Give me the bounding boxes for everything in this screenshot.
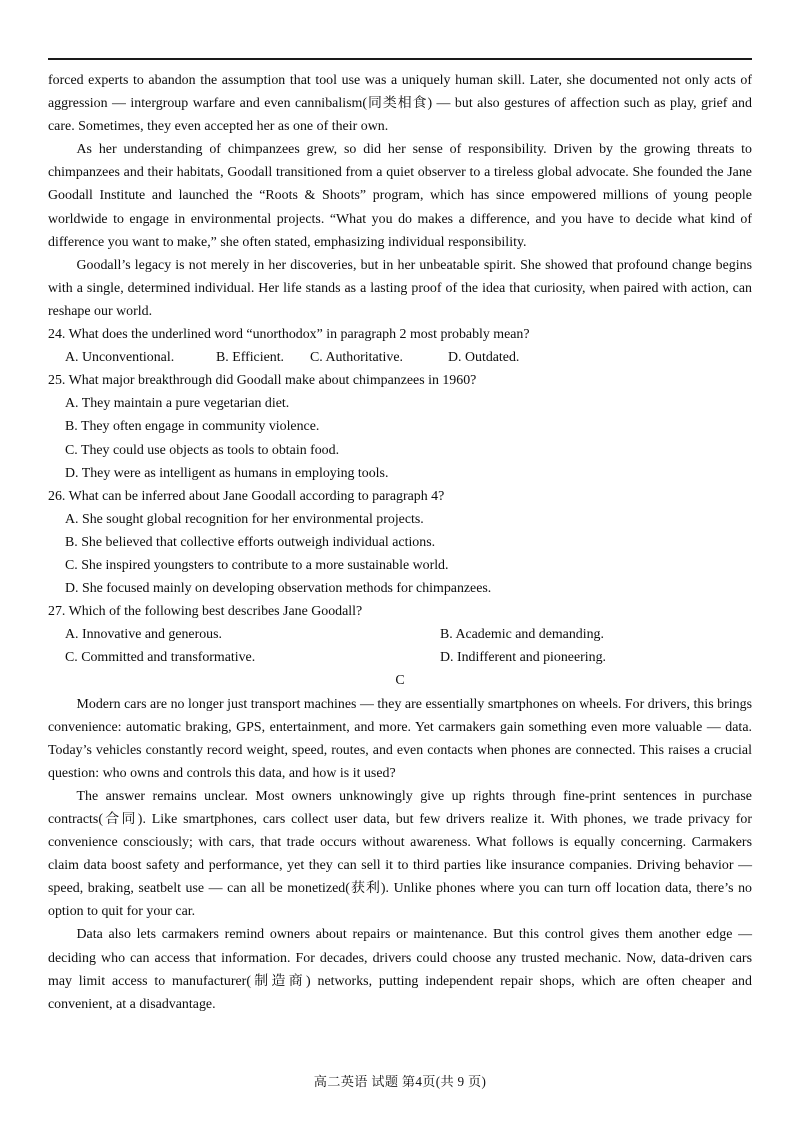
question-25-option-b[interactable]: B. They often engage in community violence. [65,419,320,435]
question-24-options [48,346,752,369]
question-27-option-d[interactable]: D. Indifferent and pioneering. [440,650,606,666]
question-26-option-a[interactable]: A. She sought global recognition for her environmental projects. [65,511,424,527]
question-27-options-row-1 [48,623,752,646]
passage-c-section-label: C [395,673,405,689]
question-25-option-a[interactable]: A. They maintain a pure vegetarian diet. [65,396,290,412]
question-24-option-c[interactable]: C. Authoritative. [310,350,403,366]
question-26-option-d[interactable]: D. She focused mainly on developing observation methods for chimpanzees. [65,581,492,597]
passage-c-paragraph-1: Modern cars are no longer just transport machines — they are essentially smartphones on wheels. For drivers, this brings convenience: automatic braking, GPS, entertainment, and more. Yet carmakers gain something even more valuable — data. Today’s vehicles constantly record weight, speed, routes, and even contacts when phones are connected. This raises a crucial question: who owns and controls this data, and how is it used? [48,696,752,781]
passage-b-paragraph-3: Goodall’s legacy is not merely in her discoveries, but in her unbeatable spirit. She showed that profound change begins with a single, determined individual. Her life stands as a lasting proof of the idea that curiosity, when paired with action, can reshape our world. [48,257,752,319]
passage-c-paragraph-3: Data also lets carmakers remind owners about repairs or maintenance. But this control gives them another edge — deciding who can access that information. For decades, drivers could choose any trusted mechanic. Now, data-driven cars may limit access to manufacturer(制造商) networks, putting independent repair shops, which are often cheaper and convenient, at a disadvantage. [48,927,752,1012]
question-25-option-d[interactable]: D. They were as intelligent as humans in employing tools. [65,465,389,481]
question-24-option-b[interactable]: B. Efficient. [216,350,285,366]
question-27-options-row-2 [48,646,752,669]
header-divider-rule [48,58,752,60]
question-26-option-c[interactable]: C. She inspired youngsters to contribute to a more sustainable world. [65,557,449,573]
passage-b-paragraph-2: As her understanding of chimpanzees grew, so did her sense of responsibility. Driven by the growing threats to chimpanzees and their habitats, Goodall transitioned from a quiet observer to a tireless global advocate. She founded the Jane Goodall Institute and launched the “Roots & Shoots” program, which has since empowered millions of young people worldwide to engage in environmental projects. “What you do makes a difference, and you have to decide what kind of difference you want to make,” she often stated, emphasizing individual responsibility. [48,142,752,250]
question-26-stem: 26. What can be inferred about Jane Goodall according to paragraph 4? [48,488,445,504]
question-27-option-c[interactable]: C. Committed and transformative. [65,650,256,666]
question-25-option-c[interactable]: C. They could use objects as tools to obtain food. [65,442,340,458]
question-27-stem: 27. Which of the following best describes Jane Goodall? [48,604,363,620]
question-24-option-d[interactable]: D. Outdated. [448,350,520,366]
question-27-option-b[interactable]: B. Academic and demanding. [440,627,604,643]
page-footer: 高二英语 试题 第4页(共 9 页) [313,1074,487,1089]
question-27-option-a[interactable]: A. Innovative and generous. [65,627,222,643]
question-26-option-b[interactable]: B. She believed that collective efforts outweigh individual actions. [65,534,436,550]
question-24-stem: 24. What does the underlined word “unorthodox” in paragraph 2 most probably mean? [48,327,530,343]
passage-b-paragraph-1: forced experts to abandon the assumption that tool use was a uniquely human skill. Later, she documented not only acts of aggression — intergroup warfare and even cannibalism(同类相食) — but also gestures of affection such as play, grief and care. Sometimes, they even accepted her as one of their own. [48,73,752,135]
question-24-option-a[interactable]: A. Unconventional. [65,350,175,366]
passage-c-paragraph-2: The answer remains unclear. Most owners unknowingly give up rights through fine-print sentences in purchase contracts(合同). Like smartphones, cars collect user data, but few drivers realize it. With phones, we trade privacy for convenience consciously; with cars, that trade occurs without awareness. What follows is equally concerning. Carmakers claim data boost safety and performance, yet they can sell it to third parties like insurance companies. Driving behavior — speed, braking, seatbelt use — can all be monetized(获利). Unlike phones where you can turn off location data, there’s no option to quit for your car. [48,788,752,920]
question-25-stem: 25. What major breakthrough did Goodall make about chimpanzees in 1960? [48,373,477,389]
page-content [48,58,752,1016]
